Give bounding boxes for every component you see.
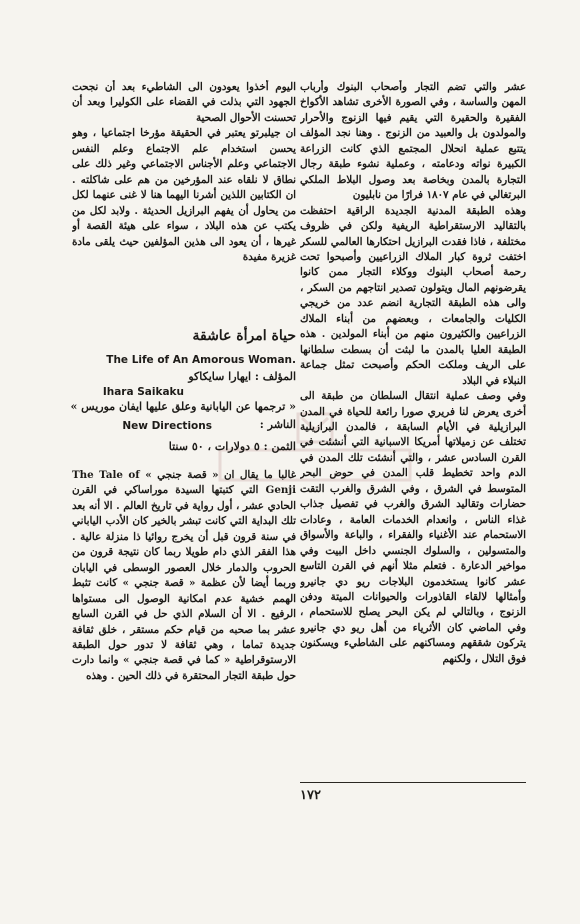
book-title-arabic: حياة امرأة عاشقة (192, 328, 296, 344)
paragraph: وهذه الطبقة المدنية الجديدة الراقية احتفظت بالتقاليد الارستقراطية الريفية ولكن في ظروف مختلفة ، فاذا فقدت البرازيل احتكارها العالمي للسكر اختفت ثروة كبار الملاك الزراعيين وأصبحوا تحت رحمة أصحاب البنوك ووكلاء التجار ممن كانوا يقرضونهم المال ويتولون تصدير انتاجهم من السكر ، والى هذه الطبقة التجارية انضم عدد من خريجي الكليات والجامعات ، وبعضهم من أبناء الملاك الزراعيين والكثيرون منهم من أبناء المولدين . هذه الطبقة العليا بالمدن ما لبثت أن بسطت سلطانها على الريف وملكت الحكم وأصبحت تمثل جماعة النبلاء في البلاد (300, 204, 526, 387)
paragraph: اليوم أخذوا يعودون الى الشاطيء بعد أن نجحت الجهود التي بذلت في القضاء على الكوليرا وبعد أن تحسنت الأحوال الصحية (72, 81, 296, 124)
paragraph: وفي وصف عملية انتقال السلطان من طبقة الى أخرى يعرض لنا فريري صورا رائعة للحياة في المدن البرازيلية في الأيام السابقة ، فالمدن البرازيلية تختلف عن زميلاتها أمريكا الاسبانية التي أنشئت في القرن السادس عشر ، والتي أنشئت تلك المدن في الدم واحد تخطيط قلب المدن في حوض البحر المتوسط في الشرق ، وفي الشرق والغرب التقت حضارات وتقاليد الشرق والغرب في تفصيل جذاب غذاء الناس ، وانعدام الخدمات العامة ، وعادات الاستحمام عند الأغنياء والفقراء ، والباعة والأسواق والمتسولين ، والسلوك الجنسي داخل البيت وفي مواخير الدعارة . فتعلم مثلا أنهم في القرن التاسع عشر كانوا يستخدمون البلاجات ريو دي جانيرو وأمثالها لالقاء القاذورات والحيوانات الميتة ودفن الزنوج ، وبالتالي لم يكن البحر يصلح للاستحمام ، وفي الماضي كان الأثرياء من أهل ريو دي جانيرو يتركون شققهم ومساكنهم على الشاطيء ويسكنون فوق التلال ، ولكنهم (300, 390, 526, 665)
left-column-bottom-text (72, 468, 296, 774)
paragraph: عشر والتي تضم التجار وأصحاب البنوك وأرباب المهن والساسة ، وفي الصورة الأخرى تشاهد الأكواخ الفقيرة والحقيرة التي يقيم فيها الزنوج والأحرار والمولدون بل والعبيد من الزنوج . وهنا نجد المؤلف يتتبع عملية انحلال المجتمع الذي كانت الزراعة الكبيرة نواته ودعامته ، وعملية نشوء طبقة رجال التجارة بالمدن وبخاصة بعد وصول البلاط الملكي البرتغالي في عام ١٨٠٧ فرارًا من نابليون (300, 81, 526, 202)
book-publisher-name: New Directions (122, 420, 212, 432)
left-column-top-text (72, 80, 296, 319)
page-number: ١٧٢ (300, 788, 321, 803)
book-author-english: Ihara Saikaku (102, 386, 184, 398)
right-column-text (300, 80, 526, 773)
paragraph: غالبا ما يقال ان « قصة جنجي » The Tale of Genji التي كتبتها السيدة موراساكي في القرن الحادي عشر ، أول رواية في تاريخ العالم . الا أنه بعد تلك البداية التي كانت تبشر بالخير كان الأدب الياباني في سنة قرون قبل أن يخرج روائيا ذا منزلة عالية . هذا الفقر الذي دام طويلا ربما كان نتيجة قرون من الحروب والدمار خلال العصور الوسطى في اليابان وربما أيضا لأن عظمة « قصة جنجي » كانت تثبط الهمم خشية عدم امكانية الوصول الى مستواها الرفيع . الا أن السلام الذي حل في القرن السابع عشر بما صحبه من قيام حكم مستقر ، خلق ثقافة جديدة تماما ، وهي ثقافة لا تدور حول الطبقة الارستوقراطية « كما في قصة جنجي » وانما دارت حول طبقة التجار المحتقرة في ذلك الحين . وهذه (72, 469, 296, 682)
book-title-english: The Life of An Amorous Woman. (106, 354, 296, 366)
book-price: الثمن : ٥ دولارات ، ٥٠ سنتا (168, 440, 296, 453)
book-review-header (72, 328, 296, 460)
book-publisher-label: الناشر : (259, 418, 296, 431)
footer-divider (300, 782, 526, 783)
book-translation-note: « ترجمها عن اليابانية وعلق عليها ايفان موريس » (70, 400, 296, 413)
book-author-arabic: المؤلف : ايهارا سايكاكو (188, 370, 296, 383)
paragraph: ان جيلبرتو يعتبر في الحقيقة مؤرخا اجتماعيا ، وهو يحسن استخدام علم الاجتماع وعلم النفس الاجتماعي وعلم الأجناس الاجتماعي وغير ذلك على نطاق لا نلقاه عند المؤرخين من هم على شاكلته . ان الكتابين اللذين أشرنا اليهما هنا لا غنى عنهما لكل من يحاول أن يفهم البرازيل الحديثة . ولابد لكل من يكتب عن هذه البلاد ، سواء على هيئة القصة أو غيرها ، أن يعود الى هذين المؤلفين حيث يلقى مادة غزيرة مفيدة (72, 127, 296, 263)
